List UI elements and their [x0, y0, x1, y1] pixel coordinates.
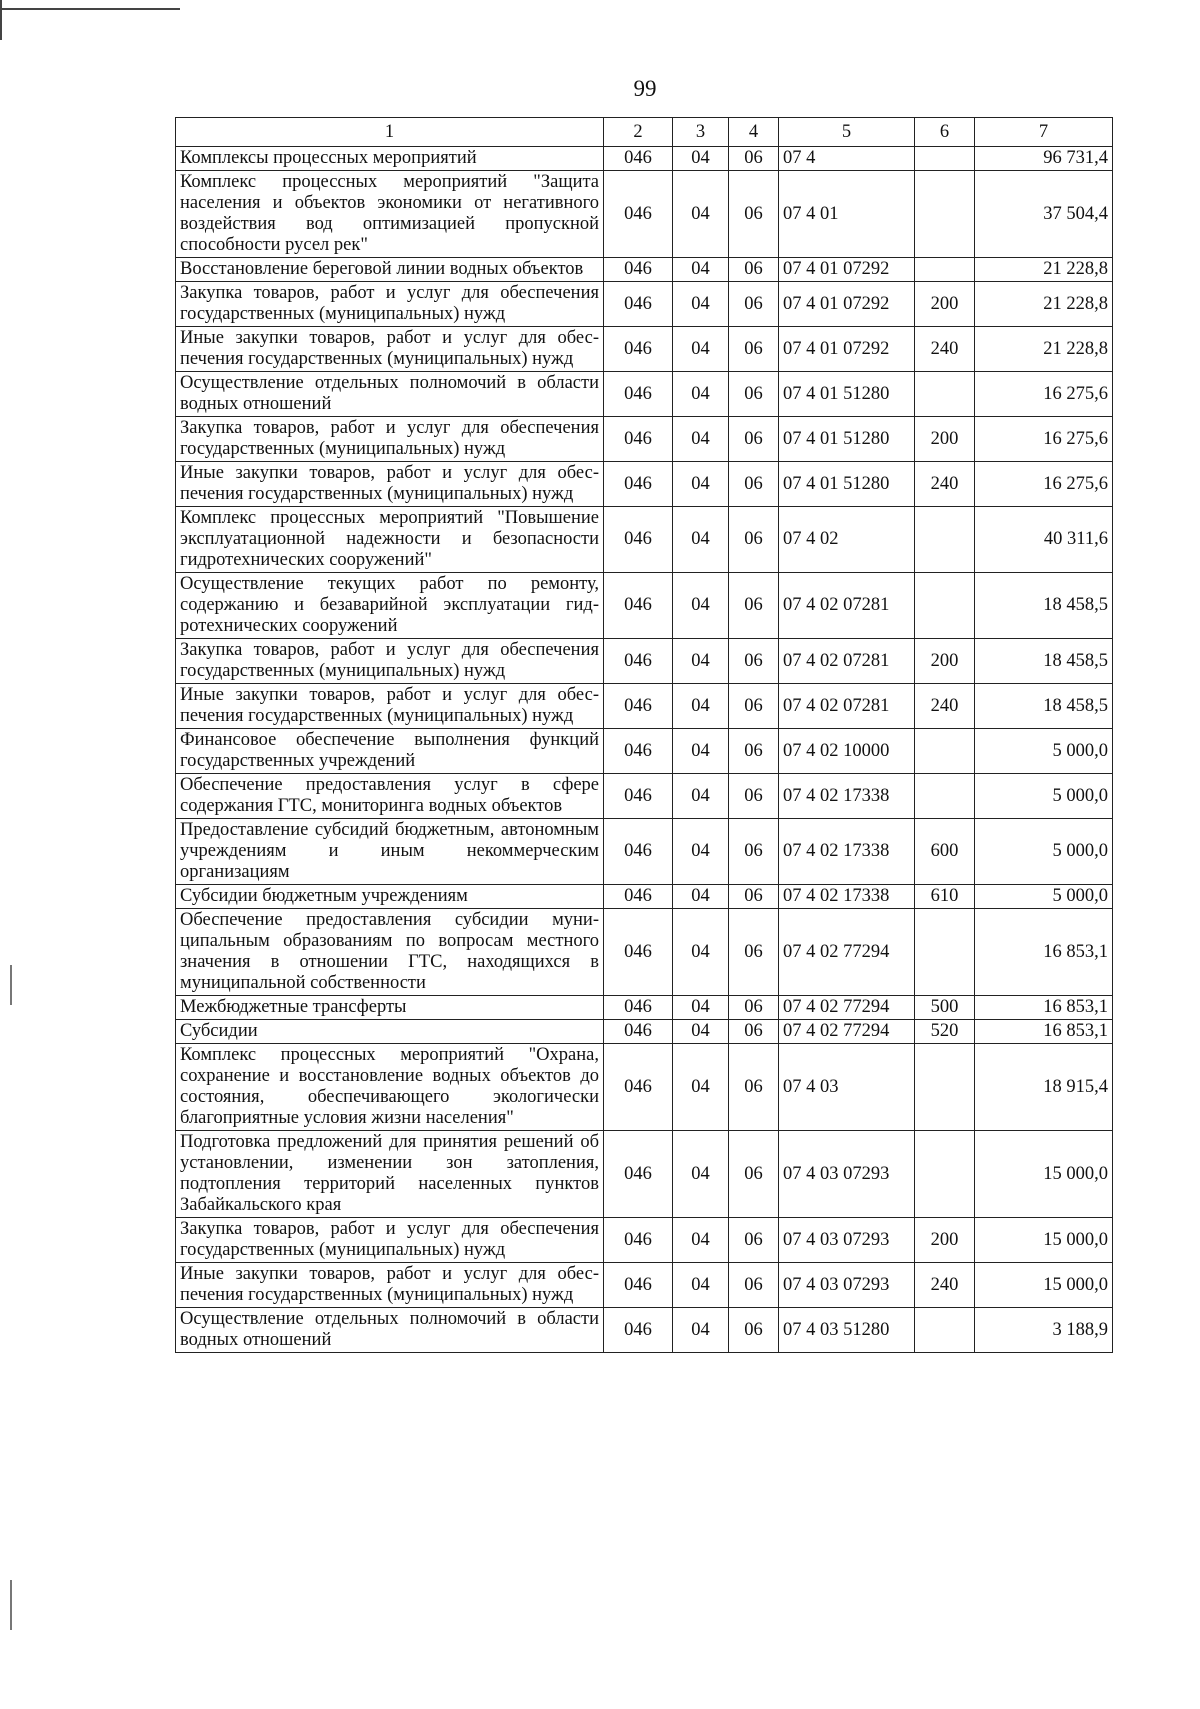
row-name: Межбюджетные трансферты — [176, 996, 604, 1020]
col-3-code: 04 — [673, 417, 729, 462]
col-3-code: 04 — [673, 684, 729, 729]
col-2-code: 046 — [604, 507, 673, 573]
table-row — [176, 147, 1113, 171]
col-4-code: 06 — [729, 909, 779, 996]
table-row — [176, 1308, 1113, 1353]
col-2-code: 046 — [604, 372, 673, 417]
col-4-code: 06 — [729, 258, 779, 282]
scan-edge-line — [10, 1580, 12, 1630]
row-name: Предоставление субсидий бюджетным, автономным учреждениям и иным некоммерческим организациям — [176, 819, 604, 885]
col-3-code: 04 — [673, 996, 729, 1020]
col-5-code: 07 4 01 07292 — [779, 282, 915, 327]
row-name: Субсидии — [176, 1020, 604, 1044]
table-row — [176, 171, 1113, 258]
table-row — [176, 462, 1113, 507]
col-5-code: 07 4 03 07293 — [779, 1131, 915, 1218]
table-row — [176, 258, 1113, 282]
col-2-code: 046 — [604, 1044, 673, 1131]
table-row — [176, 327, 1113, 372]
col-6-code: 610 — [915, 885, 975, 909]
col-7-amount: 16 853,1 — [975, 909, 1113, 996]
col-2-code: 046 — [604, 996, 673, 1020]
column-header: 3 — [673, 118, 729, 147]
row-name: Закупка товаров, работ и услуг для обеспечения государственных (муниципальных) нужд — [176, 639, 604, 684]
col-5-code: 07 4 03 — [779, 1044, 915, 1131]
col-5-code: 07 4 02 07281 — [779, 573, 915, 639]
col-7-amount: 16 275,6 — [975, 462, 1113, 507]
row-name: Комплексы процессных мероприятий — [176, 147, 604, 171]
col-5-code: 07 4 — [779, 147, 915, 171]
table-row — [176, 372, 1113, 417]
col-5-code: 07 4 02 77294 — [779, 996, 915, 1020]
table-row — [176, 639, 1113, 684]
col-2-code: 046 — [604, 639, 673, 684]
col-6-code — [915, 258, 975, 282]
col-2-code: 046 — [604, 417, 673, 462]
col-3-code: 04 — [673, 372, 729, 417]
col-6-code: 200 — [915, 639, 975, 684]
col-2-code: 046 — [604, 573, 673, 639]
col-5-code: 07 4 01 51280 — [779, 372, 915, 417]
row-name: Комплекс процессных мероприятий "Защита населения и объектов экономики от негативного воздействия вод оптимизацией пропускной способности русел рек" — [176, 171, 604, 258]
row-name: Иные закупки товаров, работ и услуг для обеспечения государственных (муниципальных) нужд — [176, 1263, 604, 1308]
column-header: 6 — [915, 118, 975, 147]
col-3-code: 04 — [673, 729, 729, 774]
col-6-code: 200 — [915, 1218, 975, 1263]
col-4-code: 06 — [729, 1131, 779, 1218]
col-2-code: 046 — [604, 885, 673, 909]
table-row — [176, 1131, 1113, 1218]
col-2-code: 046 — [604, 1131, 673, 1218]
col-5-code: 07 4 03 07293 — [779, 1263, 915, 1308]
col-6-code: 500 — [915, 996, 975, 1020]
table-row — [176, 1020, 1113, 1044]
col-5-code: 07 4 02 77294 — [779, 1020, 915, 1044]
col-7-amount: 5 000,0 — [975, 885, 1113, 909]
col-6-code — [915, 1131, 975, 1218]
col-3-code: 04 — [673, 1020, 729, 1044]
col-2-code: 046 — [604, 462, 673, 507]
col-7-amount: 5 000,0 — [975, 774, 1113, 819]
col-4-code: 06 — [729, 729, 779, 774]
col-3-code: 04 — [673, 282, 729, 327]
col-5-code: 07 4 03 07293 — [779, 1218, 915, 1263]
col-3-code: 04 — [673, 573, 729, 639]
col-5-code: 07 4 02 10000 — [779, 729, 915, 774]
col-7-amount: 16 853,1 — [975, 1020, 1113, 1044]
col-6-code: 240 — [915, 462, 975, 507]
header-row — [176, 118, 1113, 147]
col-2-code: 046 — [604, 171, 673, 258]
col-6-code: 200 — [915, 417, 975, 462]
column-header: 5 — [779, 118, 915, 147]
col-5-code: 07 4 02 07281 — [779, 639, 915, 684]
col-4-code: 06 — [729, 885, 779, 909]
column-header: 2 — [604, 118, 673, 147]
col-6-code: 240 — [915, 684, 975, 729]
row-name: Осуществление отдельных полномочий в области водных отношений — [176, 1308, 604, 1353]
col-6-code — [915, 1308, 975, 1353]
col-6-code — [915, 147, 975, 171]
row-name: Восстановление береговой линии водных объектов — [176, 258, 604, 282]
row-name: Закупка товаров, работ и услуг для обеспечения государственных (муниципальных) нужд — [176, 1218, 604, 1263]
table-row — [176, 1263, 1113, 1308]
table-row — [176, 909, 1113, 996]
col-4-code: 06 — [729, 372, 779, 417]
col-6-code: 240 — [915, 327, 975, 372]
col-4-code: 06 — [729, 147, 779, 171]
row-name: Комплекс процессных мероприятий "Охрана, сохранение и восстановление водных объектов до состояния, обеспечивающего экологически благоприятные условия жизни населения" — [176, 1044, 604, 1131]
col-3-code: 04 — [673, 909, 729, 996]
col-5-code: 07 4 02 — [779, 507, 915, 573]
col-7-amount: 5 000,0 — [975, 819, 1113, 885]
column-header: 7 — [975, 118, 1113, 147]
col-2-code: 046 — [604, 1308, 673, 1353]
budget-table — [175, 117, 1113, 1353]
col-4-code: 06 — [729, 1263, 779, 1308]
table-row — [176, 996, 1113, 1020]
col-4-code: 06 — [729, 774, 779, 819]
col-6-code: 600 — [915, 819, 975, 885]
col-5-code: 07 4 02 17338 — [779, 819, 915, 885]
col-3-code: 04 — [673, 507, 729, 573]
table-row — [176, 885, 1113, 909]
col-6-code: 520 — [915, 1020, 975, 1044]
col-4-code: 06 — [729, 684, 779, 729]
row-name: Обеспечение предоставления субсидии муниципальным образованиям по вопросам местного значения в отношении ГТС, находящихся в муниципальной собственности — [176, 909, 604, 996]
row-name: Осуществление отдельных полномочий в области водных отношений — [176, 372, 604, 417]
col-6-code — [915, 909, 975, 996]
col-7-amount: 16 853,1 — [975, 996, 1113, 1020]
table-row — [176, 1218, 1113, 1263]
col-7-amount: 18 915,4 — [975, 1044, 1113, 1131]
col-2-code: 046 — [604, 327, 673, 372]
table-row — [176, 684, 1113, 729]
col-5-code: 07 4 01 07292 — [779, 258, 915, 282]
col-7-amount: 3 188,9 — [975, 1308, 1113, 1353]
col-2-code: 046 — [604, 819, 673, 885]
col-4-code: 06 — [729, 507, 779, 573]
col-6-code — [915, 573, 975, 639]
col-3-code: 04 — [673, 147, 729, 171]
col-4-code: 06 — [729, 996, 779, 1020]
col-7-amount: 21 228,8 — [975, 282, 1113, 327]
column-header: 1 — [176, 118, 604, 147]
row-name: Иные закупки товаров, работ и услуг для обеспечения государственных (муниципальных) нужд — [176, 684, 604, 729]
col-4-code: 06 — [729, 1020, 779, 1044]
table-row — [176, 282, 1113, 327]
col-7-amount: 15 000,0 — [975, 1263, 1113, 1308]
col-7-amount: 21 228,8 — [975, 327, 1113, 372]
col-4-code: 06 — [729, 327, 779, 372]
row-name: Иные закупки товаров, работ и услуг для обеспечения государственных (муниципальных) нужд — [176, 462, 604, 507]
col-4-code: 06 — [729, 1218, 779, 1263]
col-2-code: 046 — [604, 258, 673, 282]
col-2-code: 046 — [604, 774, 673, 819]
col-5-code: 07 4 01 07292 — [779, 327, 915, 372]
col-6-code — [915, 1044, 975, 1131]
scan-edge-line — [10, 965, 12, 1005]
table-row — [176, 417, 1113, 462]
col-3-code: 04 — [673, 1044, 729, 1131]
col-3-code: 04 — [673, 1131, 729, 1218]
col-2-code: 046 — [604, 147, 673, 171]
table-row — [176, 1044, 1113, 1131]
col-7-amount: 18 458,5 — [975, 573, 1113, 639]
col-3-code: 04 — [673, 774, 729, 819]
row-name: Подготовка предложений для принятия решений об установлении, изменении зон затопления, подтопления территорий населенных пунктов Забайкальского края — [176, 1131, 604, 1218]
col-7-amount: 15 000,0 — [975, 1131, 1113, 1218]
col-3-code: 04 — [673, 462, 729, 507]
col-3-code: 04 — [673, 171, 729, 258]
col-3-code: 04 — [673, 885, 729, 909]
col-4-code: 06 — [729, 462, 779, 507]
col-7-amount: 18 458,5 — [975, 639, 1113, 684]
col-3-code: 04 — [673, 1308, 729, 1353]
col-7-amount: 40 311,6 — [975, 507, 1113, 573]
table-row — [176, 774, 1113, 819]
col-6-code — [915, 507, 975, 573]
col-6-code: 200 — [915, 282, 975, 327]
row-name: Комплекс процессных мероприятий "Повышение эксплуатационной надежности и безопасности гидротехнических сооружений" — [176, 507, 604, 573]
col-2-code: 046 — [604, 729, 673, 774]
col-3-code: 04 — [673, 327, 729, 372]
table-row — [176, 507, 1113, 573]
col-7-amount: 15 000,0 — [975, 1218, 1113, 1263]
scan-edge-line — [0, 0, 2, 40]
col-5-code: 07 4 02 77294 — [779, 909, 915, 996]
row-name: Обеспечение предоставления услуг в сфере содержания ГТС, мониторинга водных объектов — [176, 774, 604, 819]
row-name: Закупка товаров, работ и услуг для обеспечения государственных (муниципальных) нужд — [176, 282, 604, 327]
col-3-code: 04 — [673, 819, 729, 885]
col-4-code: 06 — [729, 819, 779, 885]
scan-edge-line — [0, 8, 180, 10]
col-3-code: 04 — [673, 1218, 729, 1263]
col-4-code: 06 — [729, 1044, 779, 1131]
col-6-code — [915, 729, 975, 774]
col-5-code: 07 4 01 51280 — [779, 417, 915, 462]
col-5-code: 07 4 03 51280 — [779, 1308, 915, 1353]
col-7-amount: 37 504,4 — [975, 171, 1113, 258]
table-row — [176, 573, 1113, 639]
col-6-code — [915, 372, 975, 417]
col-2-code: 046 — [604, 684, 673, 729]
col-4-code: 06 — [729, 417, 779, 462]
page-number: 99 — [633, 76, 657, 101]
col-6-code — [915, 171, 975, 258]
col-2-code: 046 — [604, 1263, 673, 1308]
table-row — [176, 729, 1113, 774]
col-5-code: 07 4 02 07281 — [779, 684, 915, 729]
col-7-amount: 16 275,6 — [975, 417, 1113, 462]
row-name: Субсидии бюджетным учреждениям — [176, 885, 604, 909]
col-7-amount: 96 731,4 — [975, 147, 1113, 171]
col-2-code: 046 — [604, 1218, 673, 1263]
col-6-code: 240 — [915, 1263, 975, 1308]
col-5-code: 07 4 02 17338 — [779, 774, 915, 819]
col-5-code: 07 4 01 51280 — [779, 462, 915, 507]
col-2-code: 046 — [604, 909, 673, 996]
row-name: Финансовое обеспечение выполнения функций государственных учреждений — [176, 729, 604, 774]
col-2-code: 046 — [604, 1020, 673, 1044]
col-7-amount: 16 275,6 — [975, 372, 1113, 417]
col-4-code: 06 — [729, 639, 779, 684]
col-5-code: 07 4 01 — [779, 171, 915, 258]
table-row — [176, 819, 1113, 885]
col-7-amount: 5 000,0 — [975, 729, 1113, 774]
col-4-code: 06 — [729, 1308, 779, 1353]
col-4-code: 06 — [729, 573, 779, 639]
row-name: Иные закупки товаров, работ и услуг для обеспечения государственных (муниципальных) нужд — [176, 327, 604, 372]
col-4-code: 06 — [729, 282, 779, 327]
col-3-code: 04 — [673, 258, 729, 282]
col-2-code: 046 — [604, 282, 673, 327]
col-3-code: 04 — [673, 639, 729, 684]
row-name: Закупка товаров, работ и услуг для обеспечения государственных (муниципальных) нужд — [176, 417, 604, 462]
col-4-code: 06 — [729, 171, 779, 258]
col-5-code: 07 4 02 17338 — [779, 885, 915, 909]
row-name: Осуществление текущих работ по ремонту, содержанию и безаварийной эксплуатации гидротехнических сооружений — [176, 573, 604, 639]
col-3-code: 04 — [673, 1263, 729, 1308]
col-6-code — [915, 774, 975, 819]
column-header: 4 — [729, 118, 779, 147]
col-7-amount: 21 228,8 — [975, 258, 1113, 282]
col-7-amount: 18 458,5 — [975, 684, 1113, 729]
